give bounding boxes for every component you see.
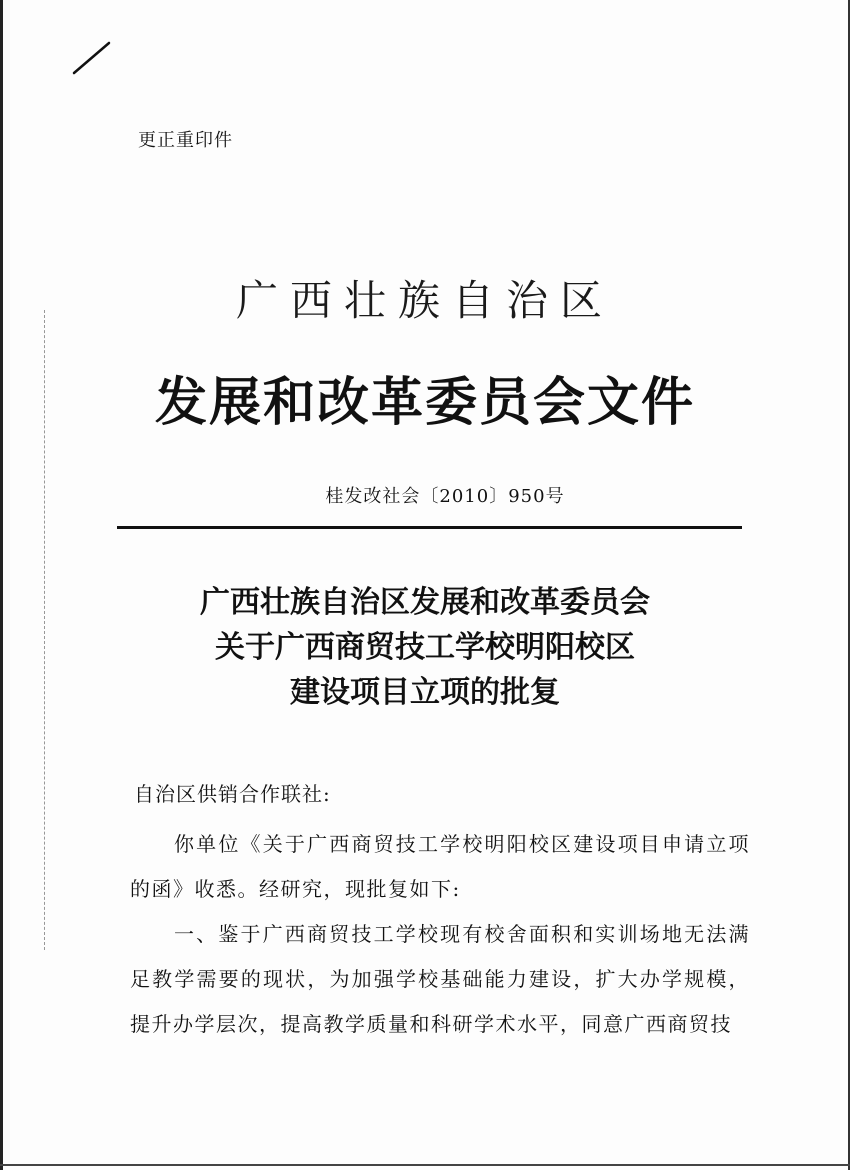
header-divider [117, 526, 742, 529]
title-line: 广西壮族自治区发展和改革委员会 [200, 585, 650, 620]
document-number: 桂发改社会〔2010〕950号 [325, 486, 565, 507]
pen-slash-mark [72, 40, 112, 76]
paragraph-text: 你单位《关于广西商贸技工学校明阳校区建设项目申请立项的函》收悉。经研究，现批复如下: [130, 832, 750, 901]
body-paragraph [130, 912, 750, 1047]
issuing-org-line1: 广西壮族自治区 [235, 276, 614, 325]
salutation: 自治区供销合作联社: [134, 782, 331, 806]
title-line: 建设项目立项的批复 [290, 675, 560, 710]
issuing-org-line2: 发展和改革委员会文件 [154, 372, 695, 433]
scan-bottom-edge [0, 1164, 850, 1166]
title-line: 关于广西商贸技工学校明阳校区 [215, 630, 635, 665]
reprint-note: 更正重印件 [138, 130, 233, 151]
document-title [0, 580, 850, 715]
body-paragraph [130, 822, 750, 912]
paragraph-text: 一、鉴于广西商贸技工学校现有校舍面积和实训场地无法满足教学需要的现状，为加强学校基础能力建设，扩大办学规模，提升办学层次，提高教学质量和科研学术水平，同意广西商贸技 [130, 922, 750, 1036]
